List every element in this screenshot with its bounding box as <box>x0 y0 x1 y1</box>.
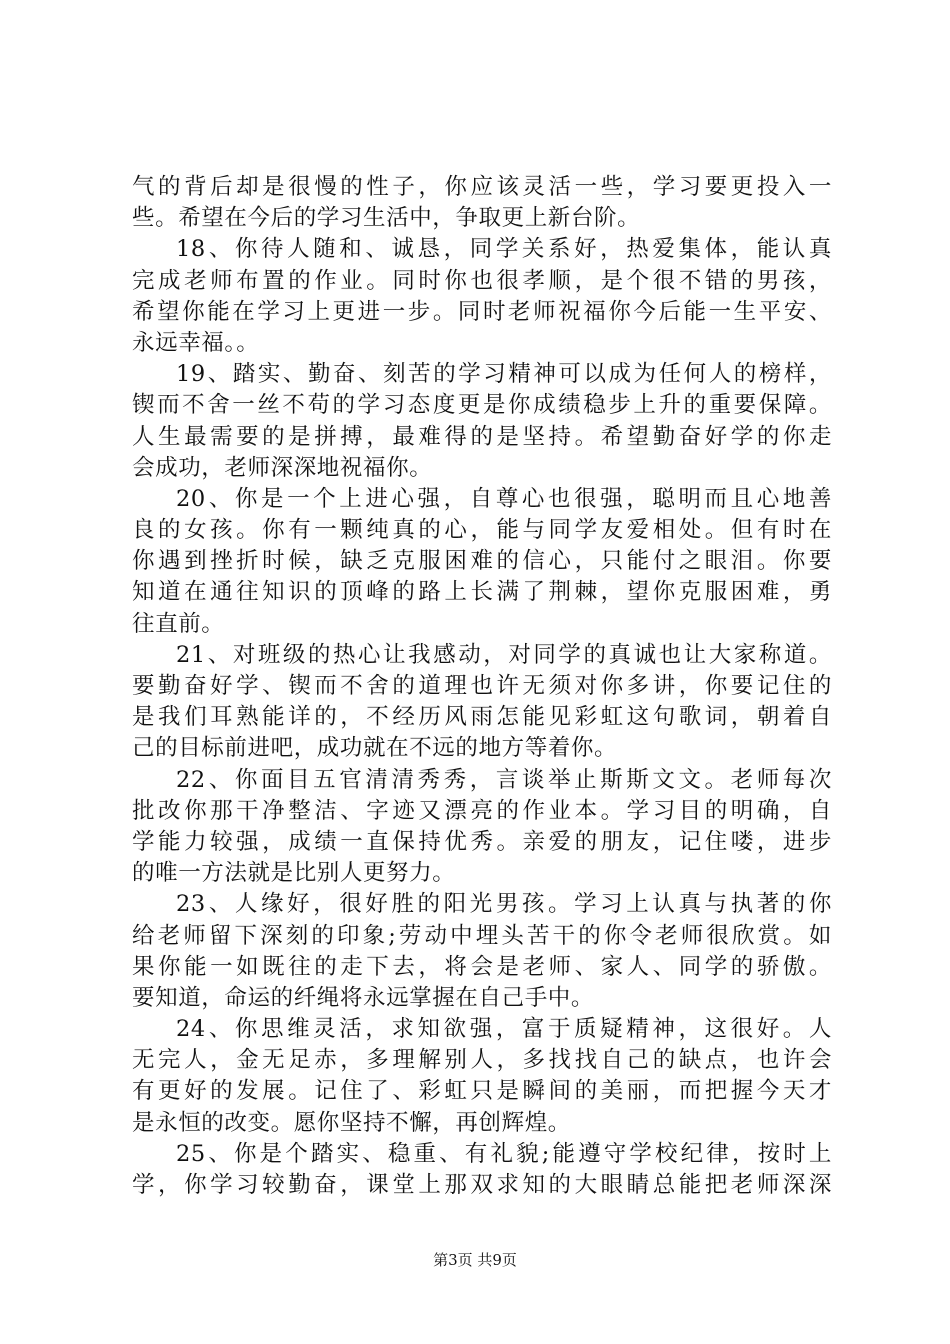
text-line: 锲而不舍一丝不苟的学习态度更是你成绩稳步上升的重要保障。 <box>132 392 832 419</box>
text-line: 批改你那干净整洁、字迹又漂亮的作业本。学习目的明确，自 <box>132 797 832 824</box>
text-line: 无完人，金无足赤，多理解别人，多找找自己的缺点，也许会 <box>132 1047 832 1074</box>
text-line: 22、你面目五官清清秀秀，言谈举止斯斯文文。老师每次 <box>176 766 832 793</box>
paragraph <box>132 484 832 640</box>
paragraph <box>132 234 832 359</box>
text-line: 学能力较强，成绩一直保持优秀。亲爱的朋友，记住喽，进步 <box>132 828 832 855</box>
text-line: 人生最需要的是拼搏，最难得的是坚持。希望勤奋好学的你走 <box>132 423 832 450</box>
paragraph <box>132 640 832 765</box>
text-line: 的唯一方法就是比别人更努力。 <box>132 860 456 887</box>
text-line: 些。希望在今后的学习生活中，争取更上新台阶。 <box>132 205 641 232</box>
text-line: 23、人缘好，很好胜的阳光男孩。学习上认真与执著的你 <box>176 891 832 918</box>
text-line: 往直前。 <box>132 610 225 637</box>
paragraph <box>132 1014 832 1139</box>
text-line: 你遇到挫折时候，缺乏克服困难的信心，只能付之眼泪。你要 <box>132 548 832 575</box>
paragraph <box>132 889 832 1014</box>
paragraph <box>132 765 832 890</box>
text-line: 永远幸福。。 <box>132 329 260 356</box>
text-line: 是永恒的改变。愿你坚持不懈，再创辉煌。 <box>132 1109 571 1136</box>
text-line: 要知道，命运的纤绳将永远掌握在自己手中。 <box>132 984 595 1011</box>
text-line: 要勤奋好学、锲而不舍的道理也许无须对你多讲，你要记住的 <box>132 673 832 699</box>
text-line: 良的女孩。你有一颗纯真的心，能与同学友爱相处。但有时在 <box>132 517 832 544</box>
text-line: 知道在通往知识的顶峰的路上长满了荆棘，望你克服困难，勇 <box>132 579 832 606</box>
text-line: 是我们耳熟能详的，不经历风雨怎能见彩虹这句歌词，朝着自 <box>132 704 832 731</box>
text-line: 24、你思维灵活，求知欲强，富于质疑精神，这很好。人 <box>176 1016 832 1043</box>
text-line: 21、对班级的热心让我感动，对同学的真诚也让大家称道。 <box>176 641 832 668</box>
paragraph <box>132 359 832 484</box>
paragraph <box>132 172 832 234</box>
body-text <box>132 172 832 1201</box>
text-line: 希望你能在学习上更进一步。同时老师祝福你今后能一生平安、 <box>132 298 832 325</box>
text-line: 给老师留下深刻的印象;劳动中埋头苦干的你令老师很欣赏。如 <box>132 922 832 949</box>
paragraph <box>132 1139 832 1201</box>
text-line: 19、踏实、勤奋、刻苦的学习精神可以成为任何人的榜样， <box>176 361 832 388</box>
text-line: 会成功，老师深深地祝福你。 <box>132 454 433 481</box>
text-line: 有更好的发展。记住了、彩虹只是瞬间的美丽，而把握今天才 <box>132 1078 832 1105</box>
text-line: 完成老师布置的作业。同时你也很孝顺，是个很不错的男孩， <box>132 267 832 294</box>
text-line: 己的目标前进吧，成功就在不远的地方等着你。 <box>132 735 618 762</box>
text-line: 20、你是一个上进心强，自尊心也很强，聪明而且心地善 <box>176 485 832 512</box>
text-line: 果你能一如既往的走下去，将会是老师、家人、同学的骄傲。 <box>132 953 832 980</box>
text-line: 18、你待人随和、诚恳，同学关系好，热爱集体，能认真 <box>176 236 832 263</box>
text-line: 25、你是个踏实、稳重、有礼貌;能遵守学校纪律，按时上 <box>176 1140 832 1167</box>
text-line: 气的背后却是很慢的性子，你应该灵活一些，学习要更投入一 <box>132 174 832 200</box>
text-line: 学，你学习较勤奋，课堂上那双求知的大眼睛总能把老师深深 <box>132 1172 832 1198</box>
page-footer: 第3页 共9页 <box>433 1251 517 1269</box>
